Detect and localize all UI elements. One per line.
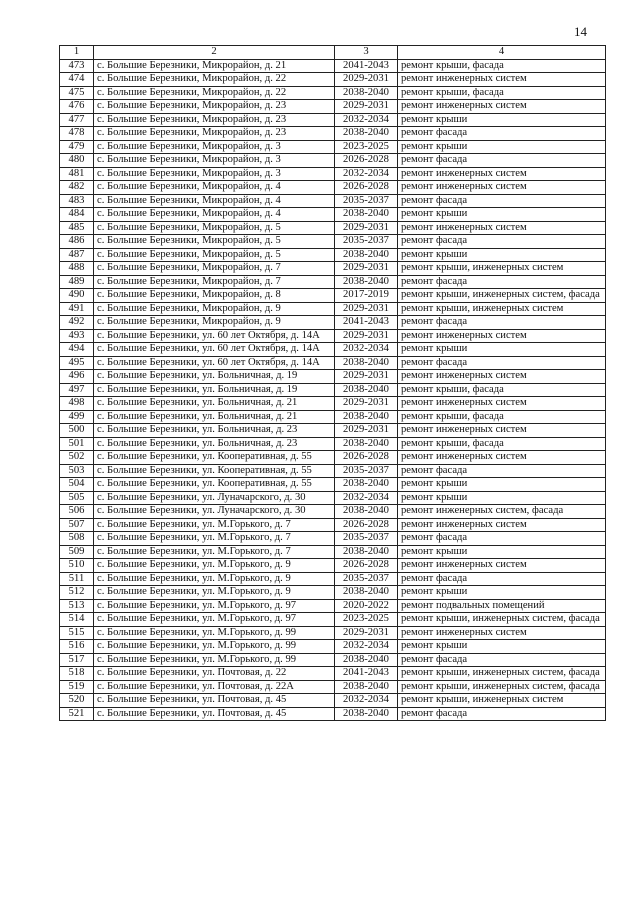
table-row: [60, 86, 606, 100]
works-cell: ремонт инженерных систем: [398, 451, 606, 465]
period-cell: 2038-2040: [335, 707, 398, 721]
period-cell: 2038-2040: [335, 208, 398, 222]
table-row: [60, 248, 606, 262]
table-row: [60, 100, 606, 114]
header-col-2: 2: [94, 46, 335, 60]
works-cell: ремонт инженерных систем: [398, 424, 606, 438]
period-cell: 2029-2031: [335, 626, 398, 640]
period-cell: 2026-2028: [335, 518, 398, 532]
address-cell: с. Большие Березники, ул. Луначарского, д. 30: [94, 491, 335, 505]
period-cell: 2038-2040: [335, 505, 398, 519]
period-cell: 2038-2040: [335, 275, 398, 289]
works-cell: ремонт инженерных систем: [398, 397, 606, 411]
row-number: 476: [60, 100, 94, 114]
address-cell: с. Большие Березники, Микрорайон, д. 4: [94, 208, 335, 222]
period-cell: 2038-2040: [335, 437, 398, 451]
period-cell: 2026-2028: [335, 451, 398, 465]
table-row: [60, 424, 606, 438]
works-cell: ремонт фасада: [398, 707, 606, 721]
address-cell: с. Большие Березники, ул. М.Горького, д. 99: [94, 640, 335, 654]
table-row: [60, 194, 606, 208]
address-cell: с. Большие Березники, ул. Почтовая, д. 22: [94, 667, 335, 681]
row-number: 489: [60, 275, 94, 289]
address-cell: с. Большие Березники, ул. М.Горького, д. 99: [94, 653, 335, 667]
period-cell: 2032-2034: [335, 491, 398, 505]
header-col-4: 4: [398, 46, 606, 60]
repair-schedule-table: [59, 45, 606, 721]
works-cell: ремонт крыши: [398, 343, 606, 357]
table-row: [60, 316, 606, 330]
works-cell: ремонт фасада: [398, 572, 606, 586]
address-cell: с. Большие Березники, ул. М.Горького, д. 97: [94, 613, 335, 627]
address-cell: с. Большие Березники, ул. Кооперативная, д. 55: [94, 478, 335, 492]
address-cell: с. Большие Березники, ул. 60 лет Октября, д. 14А: [94, 356, 335, 370]
address-cell: с. Большие Березники, ул. М.Горького, д. 9: [94, 586, 335, 600]
period-cell: 2029-2031: [335, 262, 398, 276]
address-cell: с. Большие Березники, ул. Луначарского, д. 30: [94, 505, 335, 519]
header-col-3: 3: [335, 46, 398, 60]
period-cell: 2026-2028: [335, 559, 398, 573]
address-cell: с. Большие Березники, Микрорайон, д. 4: [94, 194, 335, 208]
table-row: [60, 127, 606, 141]
address-cell: с. Большие Березники, Микрорайон, д. 3: [94, 140, 335, 154]
period-cell: 2029-2031: [335, 73, 398, 87]
row-number: 513: [60, 599, 94, 613]
address-cell: с. Большие Березники, Микрорайон, д. 5: [94, 235, 335, 249]
table-row: [60, 289, 606, 303]
address-cell: с. Большие Березники, ул. Больничная, д. 23: [94, 424, 335, 438]
works-cell: ремонт инженерных систем: [398, 73, 606, 87]
works-cell: ремонт крыши: [398, 113, 606, 127]
table-row: [60, 59, 606, 73]
row-number: 486: [60, 235, 94, 249]
row-number: 498: [60, 397, 94, 411]
period-cell: 2032-2034: [335, 640, 398, 654]
period-cell: 2032-2034: [335, 343, 398, 357]
address-cell: с. Большие Березники, ул. М.Горького, д. 9: [94, 559, 335, 573]
row-number: 485: [60, 221, 94, 235]
period-cell: 2029-2031: [335, 302, 398, 316]
works-cell: ремонт инженерных систем: [398, 181, 606, 195]
row-number: 507: [60, 518, 94, 532]
period-cell: 2038-2040: [335, 653, 398, 667]
works-cell: ремонт крыши, инженерных систем, фасада: [398, 667, 606, 681]
address-cell: с. Большие Березники, ул. Кооперативная, д. 55: [94, 464, 335, 478]
row-number: 479: [60, 140, 94, 154]
period-cell: 2041-2043: [335, 316, 398, 330]
works-cell: ремонт инженерных систем: [398, 100, 606, 114]
row-number: 516: [60, 640, 94, 654]
row-number: 478: [60, 127, 94, 141]
works-cell: ремонт крыши: [398, 545, 606, 559]
row-number: 482: [60, 181, 94, 195]
period-cell: 2038-2040: [335, 383, 398, 397]
address-cell: с. Большие Березники, Микрорайон, д. 8: [94, 289, 335, 303]
table-row: [60, 653, 606, 667]
works-cell: ремонт инженерных систем: [398, 518, 606, 532]
address-cell: с. Большие Березники, ул. М.Горького, д. 97: [94, 599, 335, 613]
address-cell: с. Большие Березники, ул. 60 лет Октября, д. 14А: [94, 343, 335, 357]
table-row: [60, 626, 606, 640]
row-number: 502: [60, 451, 94, 465]
period-cell: 2035-2037: [335, 572, 398, 586]
row-number: 481: [60, 167, 94, 181]
address-cell: с. Большие Березники, Микрорайон, д. 21: [94, 59, 335, 73]
works-cell: ремонт крыши: [398, 586, 606, 600]
table-row: [60, 545, 606, 559]
table-row: [60, 532, 606, 546]
period-cell: 2035-2037: [335, 194, 398, 208]
works-cell: ремонт фасада: [398, 356, 606, 370]
works-cell: ремонт инженерных систем: [398, 329, 606, 343]
table-row: [60, 613, 606, 627]
table-row: [60, 410, 606, 424]
address-cell: с. Большие Березники, Микрорайон, д. 23: [94, 100, 335, 114]
table-row: [60, 505, 606, 519]
address-cell: с. Большие Березники, ул. Почтовая, д. 45: [94, 694, 335, 708]
table-row: [60, 586, 606, 600]
row-number: 512: [60, 586, 94, 600]
period-cell: 2032-2034: [335, 167, 398, 181]
row-number: 521: [60, 707, 94, 721]
row-number: 492: [60, 316, 94, 330]
row-number: 506: [60, 505, 94, 519]
row-number: 510: [60, 559, 94, 573]
works-cell: ремонт крыши: [398, 640, 606, 654]
address-cell: с. Большие Березники, ул. Больничная, д. 19: [94, 383, 335, 397]
row-number: 501: [60, 437, 94, 451]
works-cell: ремонт крыши, фасада: [398, 410, 606, 424]
address-cell: с. Большие Березники, Микрорайон, д. 22: [94, 86, 335, 100]
table-row: [60, 559, 606, 573]
works-cell: ремонт крыши, инженерных систем, фасада: [398, 680, 606, 694]
works-cell: ремонт крыши: [398, 248, 606, 262]
address-cell: с. Большие Березники, Микрорайон, д. 3: [94, 154, 335, 168]
table-row: [60, 235, 606, 249]
period-cell: 2029-2031: [335, 329, 398, 343]
row-number: 477: [60, 113, 94, 127]
row-number: 473: [60, 59, 94, 73]
table-row: [60, 383, 606, 397]
table-row: [60, 680, 606, 694]
address-cell: с. Большие Березники, ул. Больничная, д. 21: [94, 397, 335, 411]
address-cell: с. Большие Березники, Микрорайон, д. 5: [94, 221, 335, 235]
works-cell: ремонт крыши: [398, 491, 606, 505]
address-cell: с. Большие Березники, ул. М.Горького, д. 9: [94, 572, 335, 586]
works-cell: ремонт крыши, инженерных систем: [398, 302, 606, 316]
table-row: [60, 329, 606, 343]
row-number: 494: [60, 343, 94, 357]
period-cell: 2038-2040: [335, 248, 398, 262]
row-number: 505: [60, 491, 94, 505]
row-number: 474: [60, 73, 94, 87]
table-row: [60, 154, 606, 168]
table-row: [60, 181, 606, 195]
period-cell: 2029-2031: [335, 221, 398, 235]
row-number: 490: [60, 289, 94, 303]
row-number: 495: [60, 356, 94, 370]
period-cell: 2041-2043: [335, 667, 398, 681]
row-number: 499: [60, 410, 94, 424]
period-cell: 2023-2025: [335, 613, 398, 627]
table-row: [60, 140, 606, 154]
row-number: 503: [60, 464, 94, 478]
address-cell: с. Большие Березники, Микрорайон, д. 23: [94, 113, 335, 127]
row-number: 515: [60, 626, 94, 640]
address-cell: с. Большие Березники, ул. Кооперативная, д. 55: [94, 451, 335, 465]
header-col-1: 1: [60, 46, 94, 60]
works-cell: ремонт крыши, фасада: [398, 437, 606, 451]
row-number: 509: [60, 545, 94, 559]
row-number: 519: [60, 680, 94, 694]
period-cell: 2038-2040: [335, 410, 398, 424]
period-cell: 2038-2040: [335, 86, 398, 100]
row-number: 483: [60, 194, 94, 208]
table-row: [60, 707, 606, 721]
table-row: [60, 667, 606, 681]
period-cell: 2038-2040: [335, 356, 398, 370]
row-number: 484: [60, 208, 94, 222]
works-cell: ремонт фасада: [398, 154, 606, 168]
row-number: 508: [60, 532, 94, 546]
period-cell: 2020-2022: [335, 599, 398, 613]
row-number: 497: [60, 383, 94, 397]
period-cell: 2032-2034: [335, 694, 398, 708]
address-cell: с. Большие Березники, ул. Больничная, д. 19: [94, 370, 335, 384]
works-cell: ремонт крыши, инженерных систем: [398, 262, 606, 276]
table-row: [60, 694, 606, 708]
works-cell: ремонт подвальных помещений: [398, 599, 606, 613]
table-row: [60, 302, 606, 316]
table-row: [60, 262, 606, 276]
address-cell: с. Большие Березники, ул. М.Горького, д. 7: [94, 518, 335, 532]
row-number: 518: [60, 667, 94, 681]
works-cell: ремонт крыши, фасада: [398, 383, 606, 397]
works-cell: ремонт крыши, инженерных систем, фасада: [398, 289, 606, 303]
period-cell: 2023-2025: [335, 140, 398, 154]
page-number: 14: [574, 24, 587, 39]
table-row: [60, 640, 606, 654]
works-cell: ремонт фасада: [398, 653, 606, 667]
row-number: 488: [60, 262, 94, 276]
period-cell: 2038-2040: [335, 680, 398, 694]
works-cell: ремонт инженерных систем: [398, 370, 606, 384]
row-number: 504: [60, 478, 94, 492]
period-cell: 2029-2031: [335, 370, 398, 384]
period-cell: 2038-2040: [335, 478, 398, 492]
period-cell: 2026-2028: [335, 154, 398, 168]
works-cell: ремонт инженерных систем: [398, 167, 606, 181]
row-number: 520: [60, 694, 94, 708]
table-row: [60, 491, 606, 505]
table-row: [60, 73, 606, 87]
address-cell: с. Большие Березники, Микрорайон, д. 7: [94, 262, 335, 276]
table-body: [60, 59, 606, 721]
period-cell: 2017-2019: [335, 289, 398, 303]
row-number: 475: [60, 86, 94, 100]
address-cell: с. Большие Березники, Микрорайон, д. 9: [94, 316, 335, 330]
row-number: 491: [60, 302, 94, 316]
works-cell: ремонт фасада: [398, 532, 606, 546]
address-cell: с. Большие Березники, Микрорайон, д. 4: [94, 181, 335, 195]
period-cell: 2041-2043: [335, 59, 398, 73]
row-number: 487: [60, 248, 94, 262]
works-cell: ремонт фасада: [398, 464, 606, 478]
table-row: [60, 343, 606, 357]
works-cell: ремонт крыши, инженерных систем: [398, 694, 606, 708]
works-cell: ремонт крыши: [398, 208, 606, 222]
works-cell: ремонт фасада: [398, 194, 606, 208]
address-cell: с. Большие Березники, ул. М.Горького, д. 99: [94, 626, 335, 640]
address-cell: с. Большие Березники, Микрорайон, д. 9: [94, 302, 335, 316]
address-cell: с. Большие Березники, Микрорайон, д. 7: [94, 275, 335, 289]
works-cell: ремонт инженерных систем: [398, 221, 606, 235]
period-cell: 2038-2040: [335, 586, 398, 600]
works-cell: ремонт инженерных систем, фасада: [398, 505, 606, 519]
period-cell: 2038-2040: [335, 127, 398, 141]
works-cell: ремонт крыши, фасада: [398, 86, 606, 100]
address-cell: с. Большие Березники, ул. Больничная, д. 21: [94, 410, 335, 424]
works-cell: ремонт крыши, инженерных систем, фасада: [398, 613, 606, 627]
table-row: [60, 113, 606, 127]
table-header-row: [60, 46, 606, 60]
table-row: [60, 356, 606, 370]
table-row: [60, 208, 606, 222]
works-cell: ремонт крыши: [398, 140, 606, 154]
row-number: 500: [60, 424, 94, 438]
period-cell: 2029-2031: [335, 100, 398, 114]
period-cell: 2032-2034: [335, 113, 398, 127]
period-cell: 2035-2037: [335, 464, 398, 478]
table-row: [60, 221, 606, 235]
works-cell: ремонт фасада: [398, 235, 606, 249]
table-row: [60, 275, 606, 289]
address-cell: с. Большие Березники, Микрорайон, д. 23: [94, 127, 335, 141]
period-cell: 2035-2037: [335, 235, 398, 249]
works-cell: ремонт фасада: [398, 275, 606, 289]
address-cell: с. Большие Березники, Микрорайон, д. 3: [94, 167, 335, 181]
period-cell: 2029-2031: [335, 397, 398, 411]
works-cell: ремонт инженерных систем: [398, 626, 606, 640]
row-number: 496: [60, 370, 94, 384]
works-cell: ремонт крыши, фасада: [398, 59, 606, 73]
row-number: 517: [60, 653, 94, 667]
table-row: [60, 451, 606, 465]
table-row: [60, 599, 606, 613]
row-number: 514: [60, 613, 94, 627]
table-row: [60, 397, 606, 411]
row-number: 480: [60, 154, 94, 168]
table-row: [60, 167, 606, 181]
table-row: [60, 437, 606, 451]
works-cell: ремонт инженерных систем: [398, 559, 606, 573]
address-cell: с. Большие Березники, ул. М.Горького, д. 7: [94, 545, 335, 559]
address-cell: с. Большие Березники, ул. М.Горького, д. 7: [94, 532, 335, 546]
row-number: 511: [60, 572, 94, 586]
address-cell: с. Большие Березники, Микрорайон, д. 22: [94, 73, 335, 87]
table-row: [60, 370, 606, 384]
period-cell: 2035-2037: [335, 532, 398, 546]
table-row: [60, 478, 606, 492]
table-row: [60, 518, 606, 532]
address-cell: с. Большие Березники, ул. Больничная, д. 23: [94, 437, 335, 451]
address-cell: с. Большие Березники, ул. 60 лет Октября, д. 14А: [94, 329, 335, 343]
period-cell: 2038-2040: [335, 545, 398, 559]
works-cell: ремонт крыши: [398, 478, 606, 492]
address-cell: с. Большие Березники, Микрорайон, д. 5: [94, 248, 335, 262]
table-row: [60, 572, 606, 586]
period-cell: 2026-2028: [335, 181, 398, 195]
address-cell: с. Большие Березники, ул. Почтовая, д. 45: [94, 707, 335, 721]
works-cell: ремонт фасада: [398, 127, 606, 141]
works-cell: ремонт фасада: [398, 316, 606, 330]
period-cell: 2029-2031: [335, 424, 398, 438]
row-number: 493: [60, 329, 94, 343]
table-row: [60, 464, 606, 478]
address-cell: с. Большие Березники, ул. Почтовая, д. 22А: [94, 680, 335, 694]
